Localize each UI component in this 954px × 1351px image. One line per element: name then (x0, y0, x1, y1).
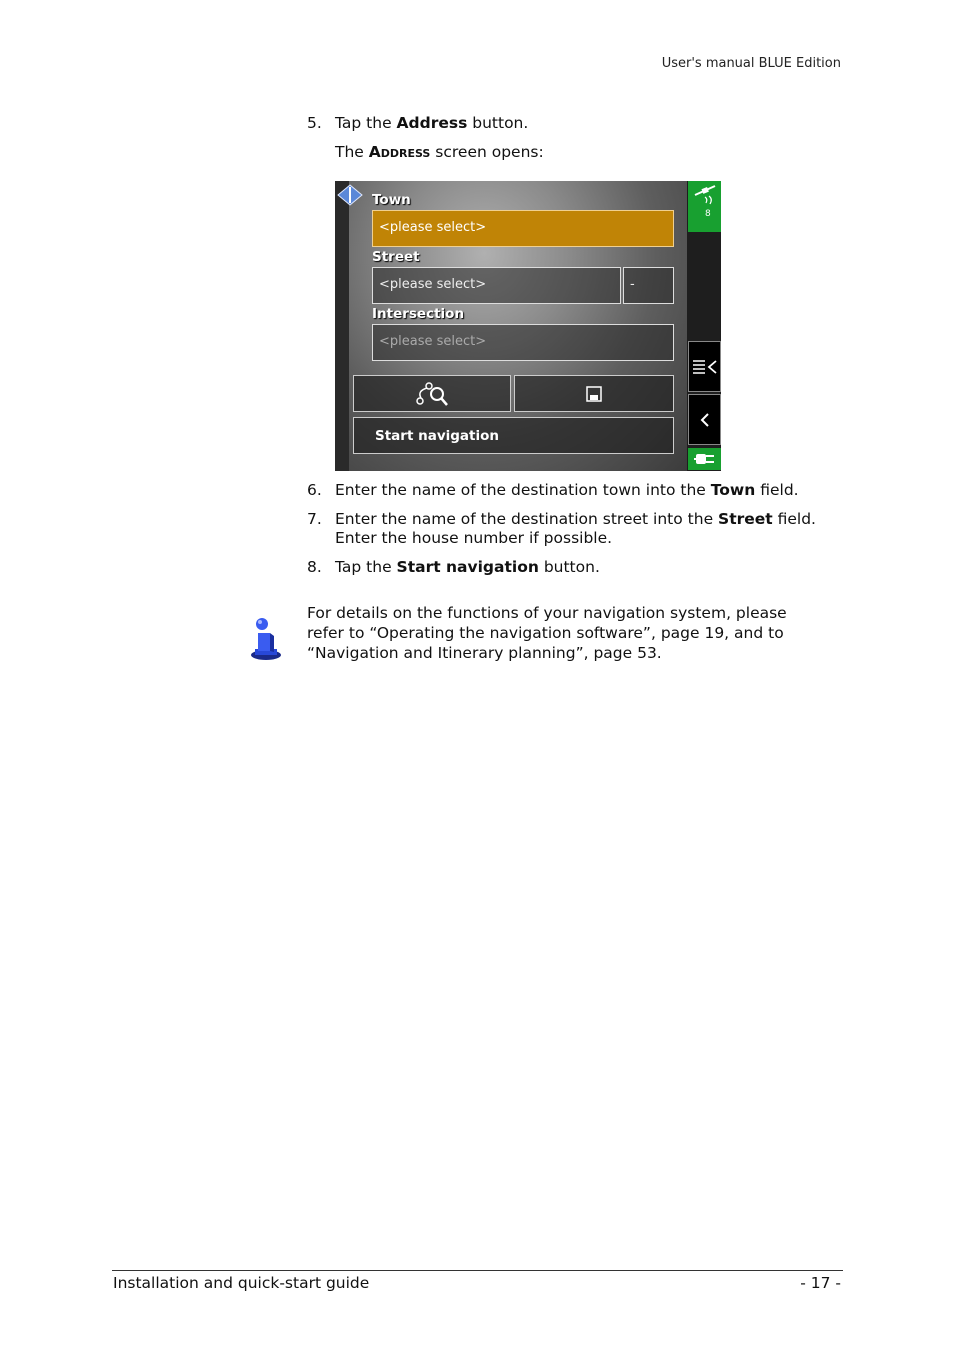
save-icon (586, 386, 602, 402)
step-number: 8. (307, 558, 322, 576)
info-note (307, 603, 827, 663)
step-6 (307, 481, 799, 500)
info-icon (246, 615, 282, 661)
step-5 (307, 114, 528, 133)
intersection-field[interactable]: <please select> (372, 324, 674, 361)
step-bold: Start navigation (396, 558, 539, 576)
step-text: button. (467, 114, 529, 132)
footer-rule (112, 1270, 843, 1271)
step-text: Tap the (335, 558, 397, 576)
step-8 (307, 558, 600, 577)
start-navigation-button[interactable]: Start navigation (353, 417, 674, 454)
step-number: 6. (307, 481, 322, 499)
step-bold: Street (718, 510, 773, 528)
save-button[interactable] (514, 375, 674, 412)
step-text: field. (772, 510, 816, 528)
gps-satellite-count: 8 (705, 209, 711, 219)
step-text: button. (538, 558, 600, 576)
step-number: 7. (307, 510, 322, 528)
street-field[interactable]: <please select> (372, 267, 621, 304)
step-text: field. (755, 481, 799, 499)
step-text: Tap the (335, 114, 397, 132)
street-label: Street (372, 249, 420, 265)
menu-icon (692, 359, 718, 375)
step-5-sub (335, 143, 544, 162)
footer-title: Installation and quick-start guide (113, 1274, 370, 1292)
step-number: 5. (307, 114, 322, 132)
intersection-label: Intersection (372, 306, 465, 322)
gps-satellite-icon (693, 183, 717, 205)
poi-search-button[interactable] (353, 375, 511, 412)
step-7 (307, 510, 816, 529)
menu-button[interactable] (688, 341, 721, 392)
page-number: - 17 - (800, 1274, 841, 1292)
town-label: Town (372, 192, 411, 208)
poi-search-icon (415, 381, 449, 407)
address-screen-screenshot (335, 181, 721, 471)
left-bar (335, 181, 349, 471)
sub-text: The (335, 143, 369, 161)
note-line: “Navigation and Itinerary planning”, page 53. (307, 644, 662, 662)
note-line: refer to “Operating the navigation software”, page 19, and to (307, 624, 784, 642)
power-status (688, 448, 721, 470)
sub-smallcaps: Address (368, 143, 431, 161)
back-button[interactable] (688, 394, 721, 445)
house-number-field[interactable]: - (623, 267, 674, 304)
step-text: Enter the name of the destination street into the (335, 510, 719, 528)
compass-icon[interactable] (337, 184, 363, 206)
page-header: User's manual BLUE Edition (661, 56, 841, 71)
step-bold: Address (396, 114, 468, 132)
town-field[interactable]: <please select> (372, 210, 674, 247)
step-7-sub: Enter the house number if possible. (335, 529, 613, 547)
sub-text: screen opens: (430, 143, 544, 161)
step-bold: Town (710, 481, 756, 499)
back-icon (699, 412, 711, 428)
power-plug-icon (694, 452, 716, 466)
note-line: For details on the functions of your navigation system, please (307, 604, 787, 622)
gps-status (688, 181, 721, 232)
step-text: Enter the name of the destination town into the (335, 481, 711, 499)
